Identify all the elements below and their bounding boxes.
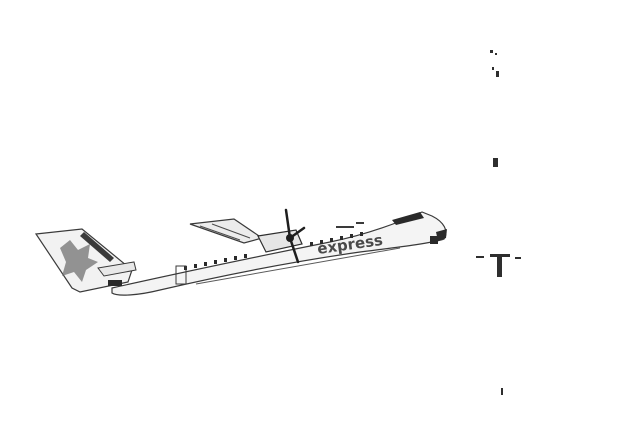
propeller-hub [286,234,294,242]
livery-text: express [316,230,384,258]
